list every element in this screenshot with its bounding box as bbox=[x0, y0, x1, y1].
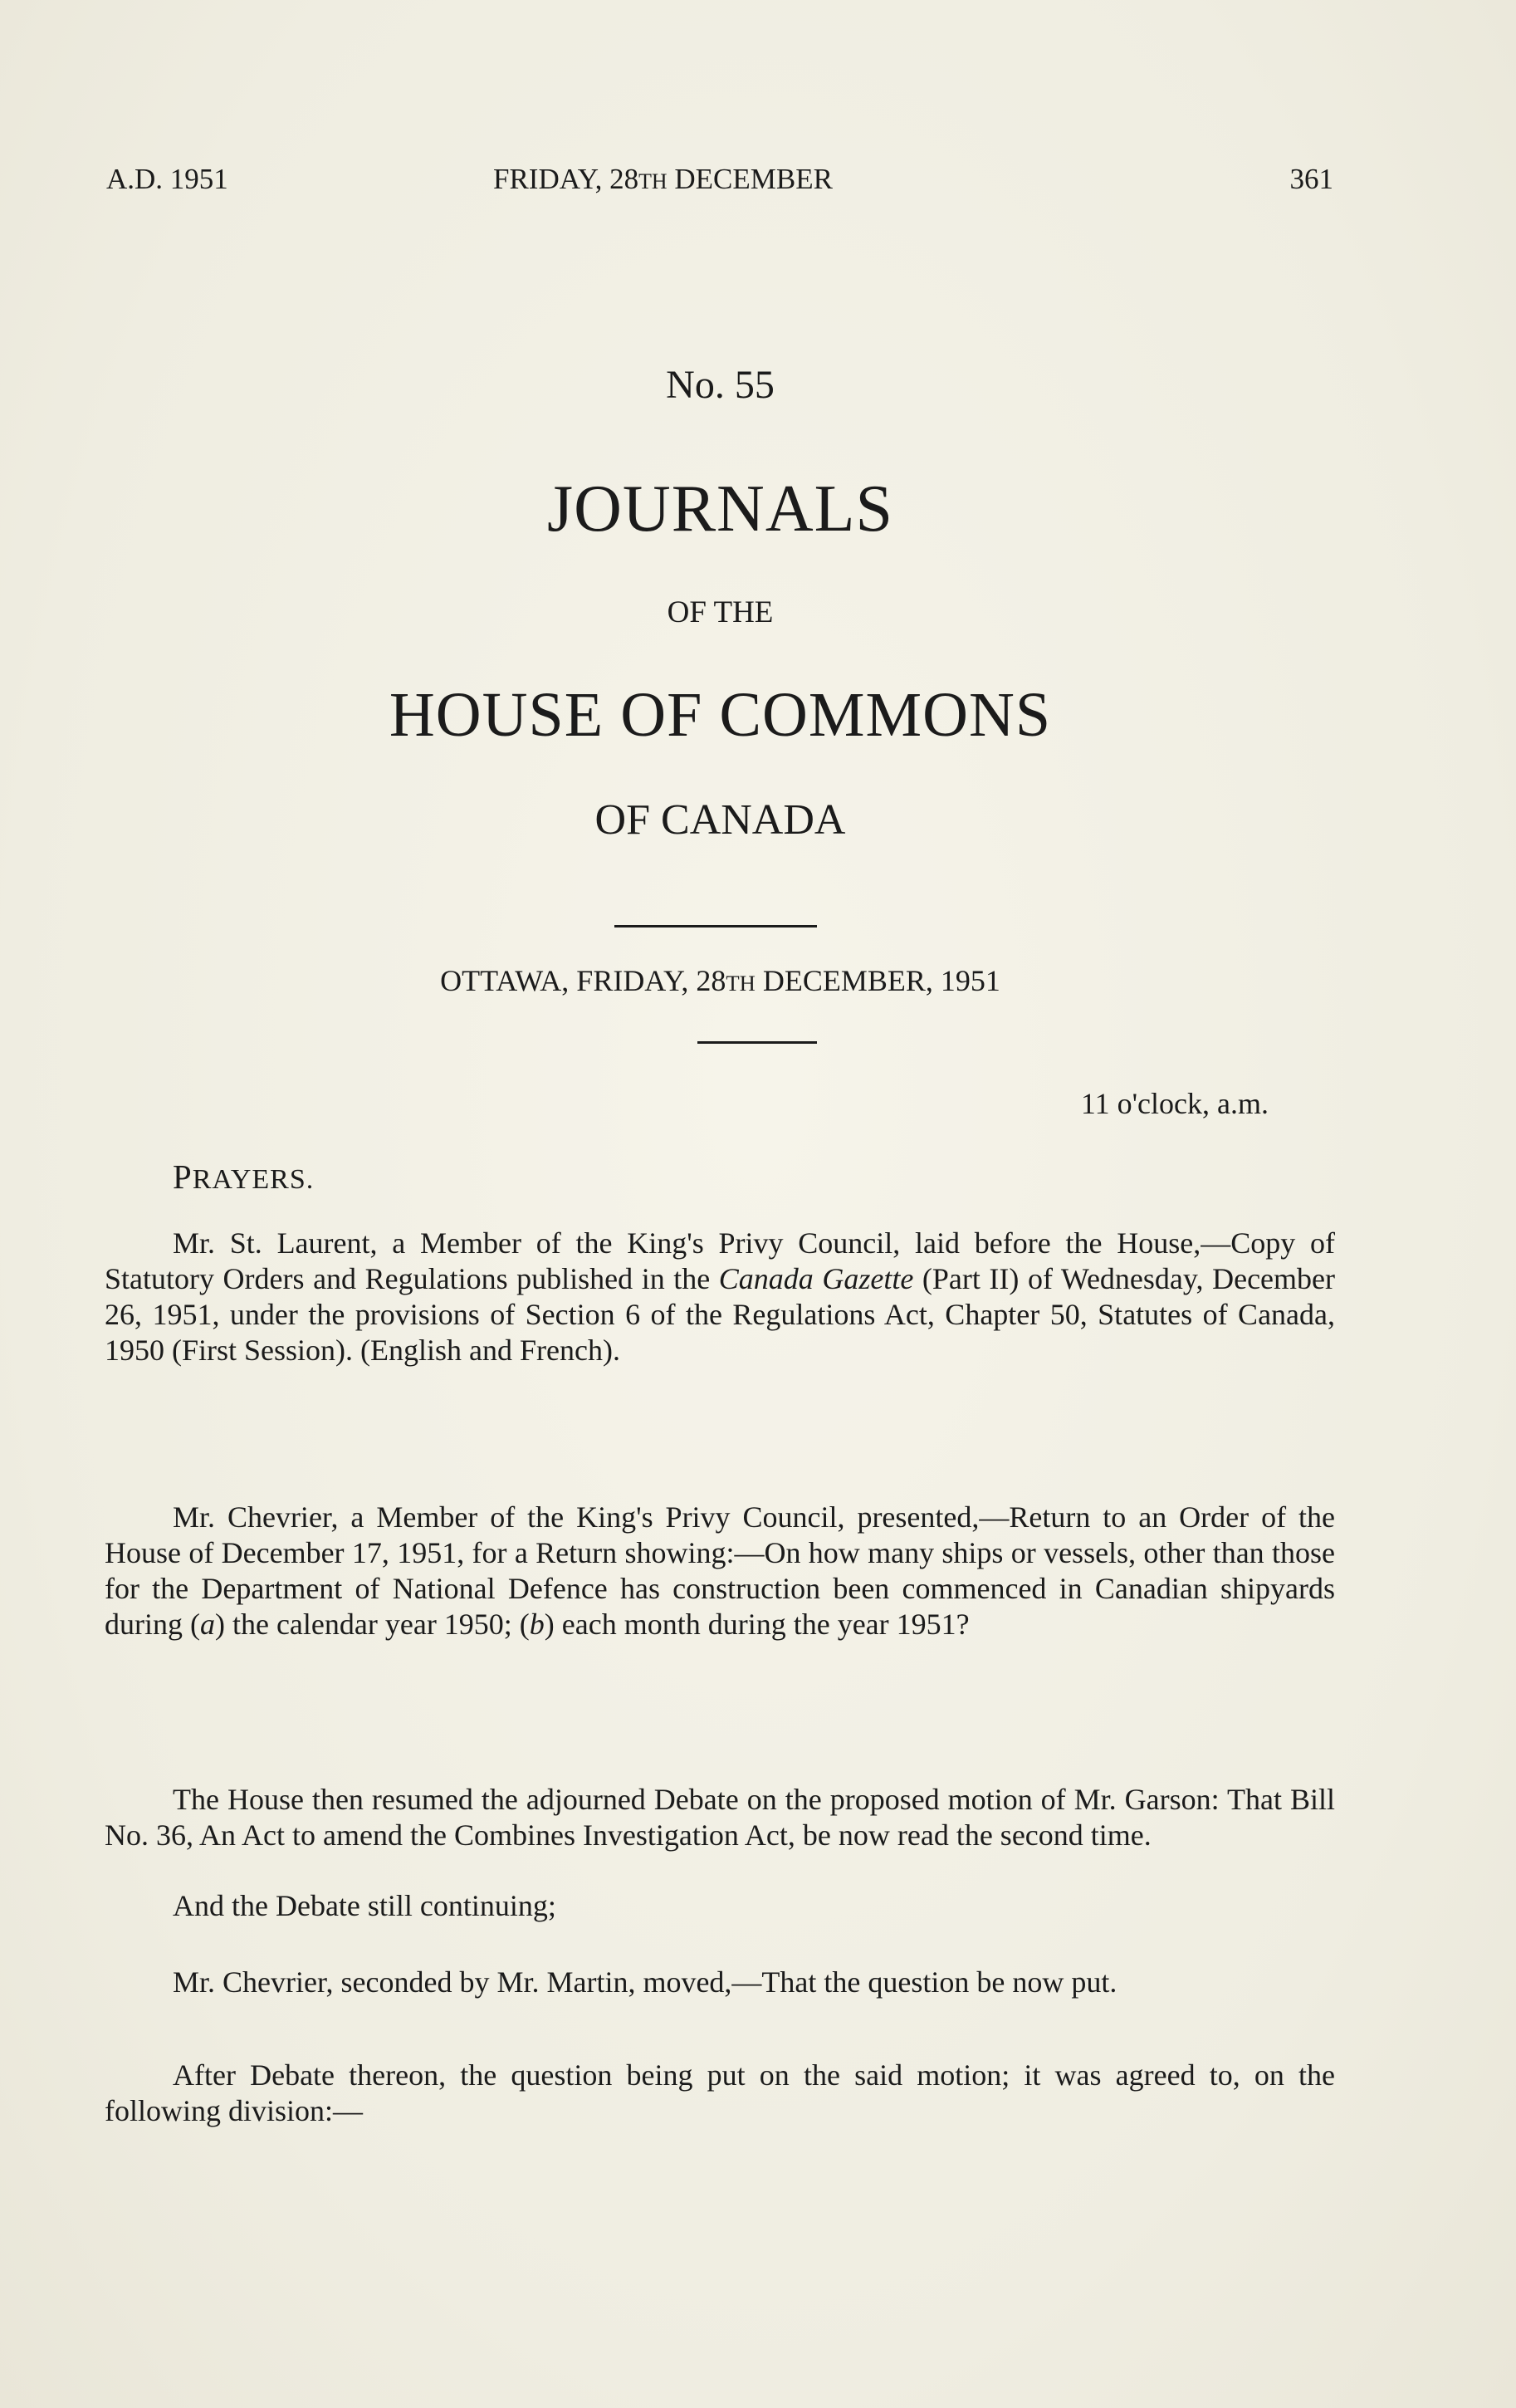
title-house-of-commons: HOUSE OF COMMONS bbox=[389, 680, 1052, 750]
p2-italic-b: b bbox=[529, 1608, 545, 1641]
paragraph-return-ships bbox=[105, 1500, 1335, 1642]
p2-text-b: ) the calendar year 1950; ( bbox=[214, 1608, 530, 1641]
prayers-heading bbox=[173, 1158, 314, 1197]
prayers-rest: RAYERS. bbox=[192, 1164, 315, 1195]
divider-rule-top bbox=[614, 925, 817, 927]
header-date-month: DECEMBER bbox=[667, 163, 833, 195]
p2-text-c: ) each month during the year 1951? bbox=[544, 1608, 970, 1641]
page-number: 361 bbox=[1289, 163, 1333, 195]
header-year: A.D. 1951 bbox=[106, 163, 228, 195]
header-date-ordinal: TH bbox=[638, 169, 668, 193]
prayers-initial: P bbox=[173, 1158, 193, 1196]
journal-number: No. 55 bbox=[666, 363, 775, 407]
paragraph-statutory-orders bbox=[105, 1226, 1335, 1368]
p1-text-a: Mr. St. Laurent, a Member of the King's Privy Council, laid before the House,—Copy of Statutory Orders and Regulations published in the bbox=[105, 1226, 1335, 1295]
p2-italic-a: a bbox=[199, 1608, 215, 1641]
paragraph-motion-question: Mr. Chevrier, seconded by Mr. Martin, moved,—That the question be now put. bbox=[173, 1965, 1117, 1999]
paragraph-debate-continuing: And the Debate still continuing; bbox=[173, 1889, 556, 1922]
header-date bbox=[493, 163, 833, 196]
dateline-rest: DECEMBER, 1951 bbox=[755, 964, 1000, 997]
header-date-prefix: FRIDAY, 28 bbox=[493, 163, 639, 195]
p1-text-b: (Part II) of Wednesday, December 26, 1951, under the provisions of Section 6 of the Regulations Act, Chapter 50, Statutes of Canada, 1950 (First Session). (English and French). bbox=[105, 1262, 1336, 1367]
paragraph-division: After Debate thereon, the question being put on the said motion; it was agreed to, on the following division:— bbox=[105, 2058, 1335, 2127]
paragraph-resumed-debate: The House then resumed the adjourned Debate on the proposed motion of Mr. Garson: That Bill No. 36, An Act to amend the Combines Investigation Act, be now read the second time. bbox=[105, 1783, 1335, 1852]
journal-title: JOURNALS bbox=[547, 472, 893, 546]
running-head bbox=[106, 163, 1333, 204]
title-of-the: OF THE bbox=[667, 595, 774, 629]
p2-text-a: Mr. Chevrier, a Member of the King's Privy Council, presented,—Return to an Order of the House of December 17, 1951, for a Return showing:—On how many ships or vessels, other than those for the Department of National Defence has construction been commenced in Canadian shipyards during ( bbox=[105, 1500, 1335, 1641]
title-of-canada: OF CANADA bbox=[594, 796, 846, 844]
divider-rule-bottom bbox=[697, 1041, 817, 1044]
p1-italic-canada-gazette: Canada Gazette bbox=[718, 1262, 914, 1295]
dateline-ordinal: TH bbox=[726, 971, 756, 996]
sitting-dateline bbox=[0, 963, 1440, 998]
dateline-prefix: OTTAWA, FRIDAY, 28 bbox=[440, 964, 726, 997]
sitting-time: 11 o'clock, a.m. bbox=[1080, 1087, 1269, 1120]
